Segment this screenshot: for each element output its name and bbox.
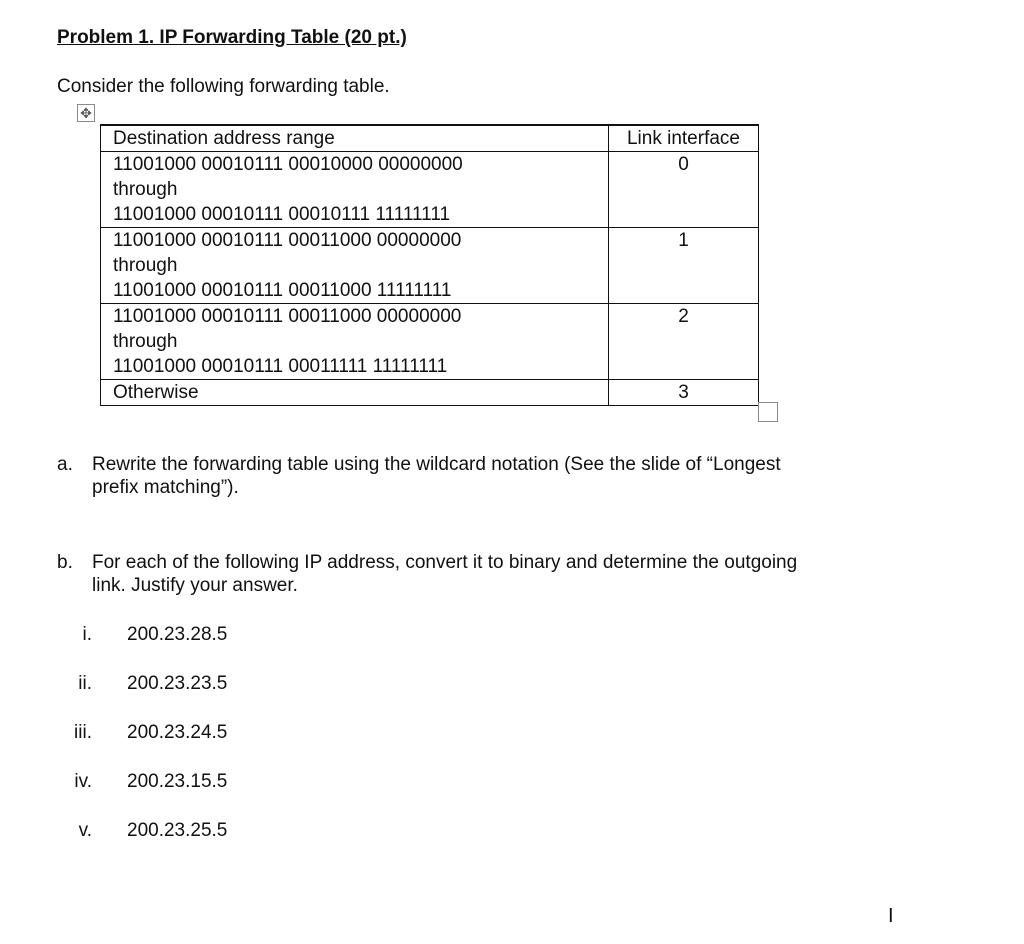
list-item-ip: 200.23.23.5 — [127, 673, 228, 694]
list-item-ip: 200.23.25.5 — [127, 820, 228, 841]
destination-range-cell — [101, 228, 609, 304]
table-row — [101, 152, 759, 228]
question-a-line-2: prefix matching”). — [92, 477, 239, 498]
link-interface-cell: 0 — [609, 152, 759, 228]
range-end: 11001000 00010111 00011111 11111111 — [113, 356, 448, 377]
question-a-letter: a. — [57, 454, 73, 475]
list-item-number: iii. — [74, 722, 92, 743]
destination-range-cell — [101, 152, 609, 228]
question-a-line-1: Rewrite the forwarding table using the wildcard notation (See the slide of “Longest — [92, 454, 781, 475]
range-through: through — [113, 331, 178, 352]
list-item-number: iv. — [74, 771, 92, 792]
intro-text: Consider the following forwarding table. — [57, 76, 390, 97]
text-cursor-icon: I — [888, 905, 894, 927]
question-b-letter: b. — [57, 552, 73, 573]
problem-title: Problem 1. IP Forwarding Table (20 pt.) — [57, 27, 407, 48]
list-item-ip: 200.23.24.5 — [127, 722, 228, 743]
link-interface-cell: 2 — [609, 304, 759, 380]
table-move-handle-icon[interactable]: ✥ — [77, 104, 95, 122]
destination-range-cell — [101, 380, 609, 406]
question-b-text — [92, 551, 892, 597]
range-start: 11001000 00010111 00011000 00000000 — [113, 230, 462, 251]
destination-range-cell — [101, 304, 609, 380]
forwarding-table — [100, 124, 759, 406]
link-interface-cell: 3 — [609, 380, 759, 406]
question-b-line-1: For each of the following IP address, convert it to binary and determine the outgoing — [92, 552, 798, 573]
range-end: 11001000 00010111 00010111 11111111 — [113, 204, 451, 225]
question-b-line-2: link. Justify your answer. — [92, 575, 298, 596]
table-header-row — [101, 125, 759, 152]
table-row — [101, 304, 759, 380]
header-destination: Destination address range — [101, 125, 609, 152]
table-row — [101, 228, 759, 304]
range-start: 11001000 00010111 00011000 00000000 — [113, 306, 462, 327]
table-resize-handle-icon[interactable] — [758, 402, 778, 422]
list-item-number: v. — [78, 820, 92, 841]
link-interface-cell: 1 — [609, 228, 759, 304]
range-through: through — [113, 179, 178, 200]
list-item-ip: 200.23.15.5 — [127, 771, 228, 792]
range-start: 11001000 00010111 00010000 00000000 — [113, 154, 463, 175]
table-row — [101, 380, 759, 406]
range-otherwise: Otherwise — [113, 382, 199, 403]
list-item-number: ii. — [78, 673, 92, 694]
range-end: 11001000 00010111 00011000 11111111 — [113, 280, 452, 301]
range-through: through — [113, 255, 178, 276]
header-link-interface: Link interface — [609, 125, 759, 152]
list-item-number: i. — [82, 624, 92, 645]
list-item-ip: 200.23.28.5 — [127, 624, 228, 645]
question-a-text — [92, 453, 892, 499]
